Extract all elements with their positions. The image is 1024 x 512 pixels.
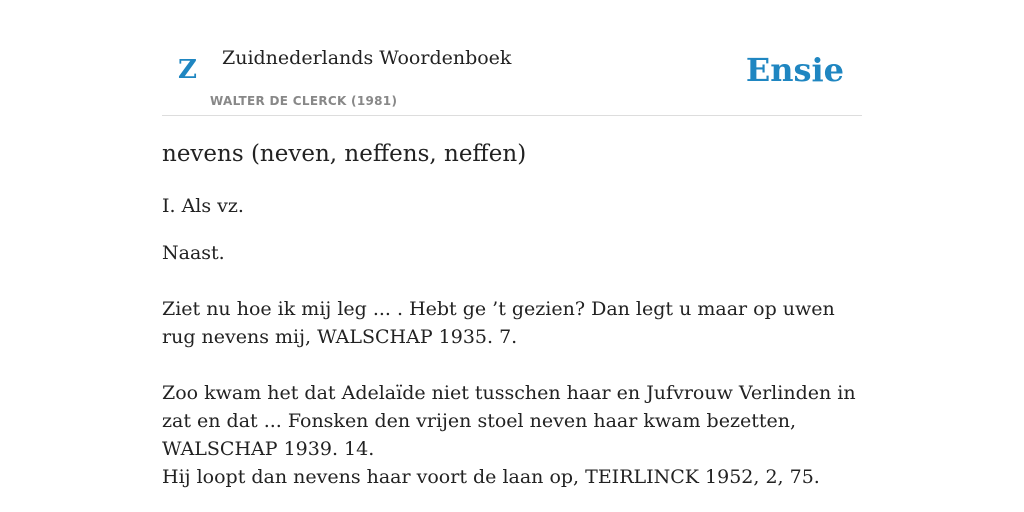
citation-text: Zoo kwam het dat Adelaïde niet tusschen haar en Jufvrouw Verlinden in zat en dat ... Fonsken den vrijen stoel neven haar kwam bezetten, WALSCHAP 1939. 14. xyxy=(162,382,856,460)
ensie-brand-link[interactable]: Ensie xyxy=(745,51,844,89)
citation-text: Hij loopt dan nevens haar voort de laan op, TEIRLINCK 1952, 2, 75. xyxy=(162,466,820,488)
dictionary-title: Zuidnederlands Woordenboek xyxy=(222,47,512,69)
entry-sense-label: I. Als vz. xyxy=(162,195,244,217)
dictionary-header xyxy=(162,0,862,116)
dictionary-author: WALTER DE CLERCK (1981) xyxy=(210,94,398,108)
citation-text: Ziet nu hoe ik mij leg ... . Hebt ge ’t gezien? Dan legt u maar op uwen rug nevens mij, WALSCHAP 1935. 7. xyxy=(162,298,835,348)
entry-definition: Naast. xyxy=(162,242,225,264)
page-container xyxy=(162,0,862,488)
entry-headword: nevens (neven, neffens, neffen) xyxy=(162,141,527,167)
dictionary-logo-link[interactable]: Z xyxy=(178,55,197,85)
